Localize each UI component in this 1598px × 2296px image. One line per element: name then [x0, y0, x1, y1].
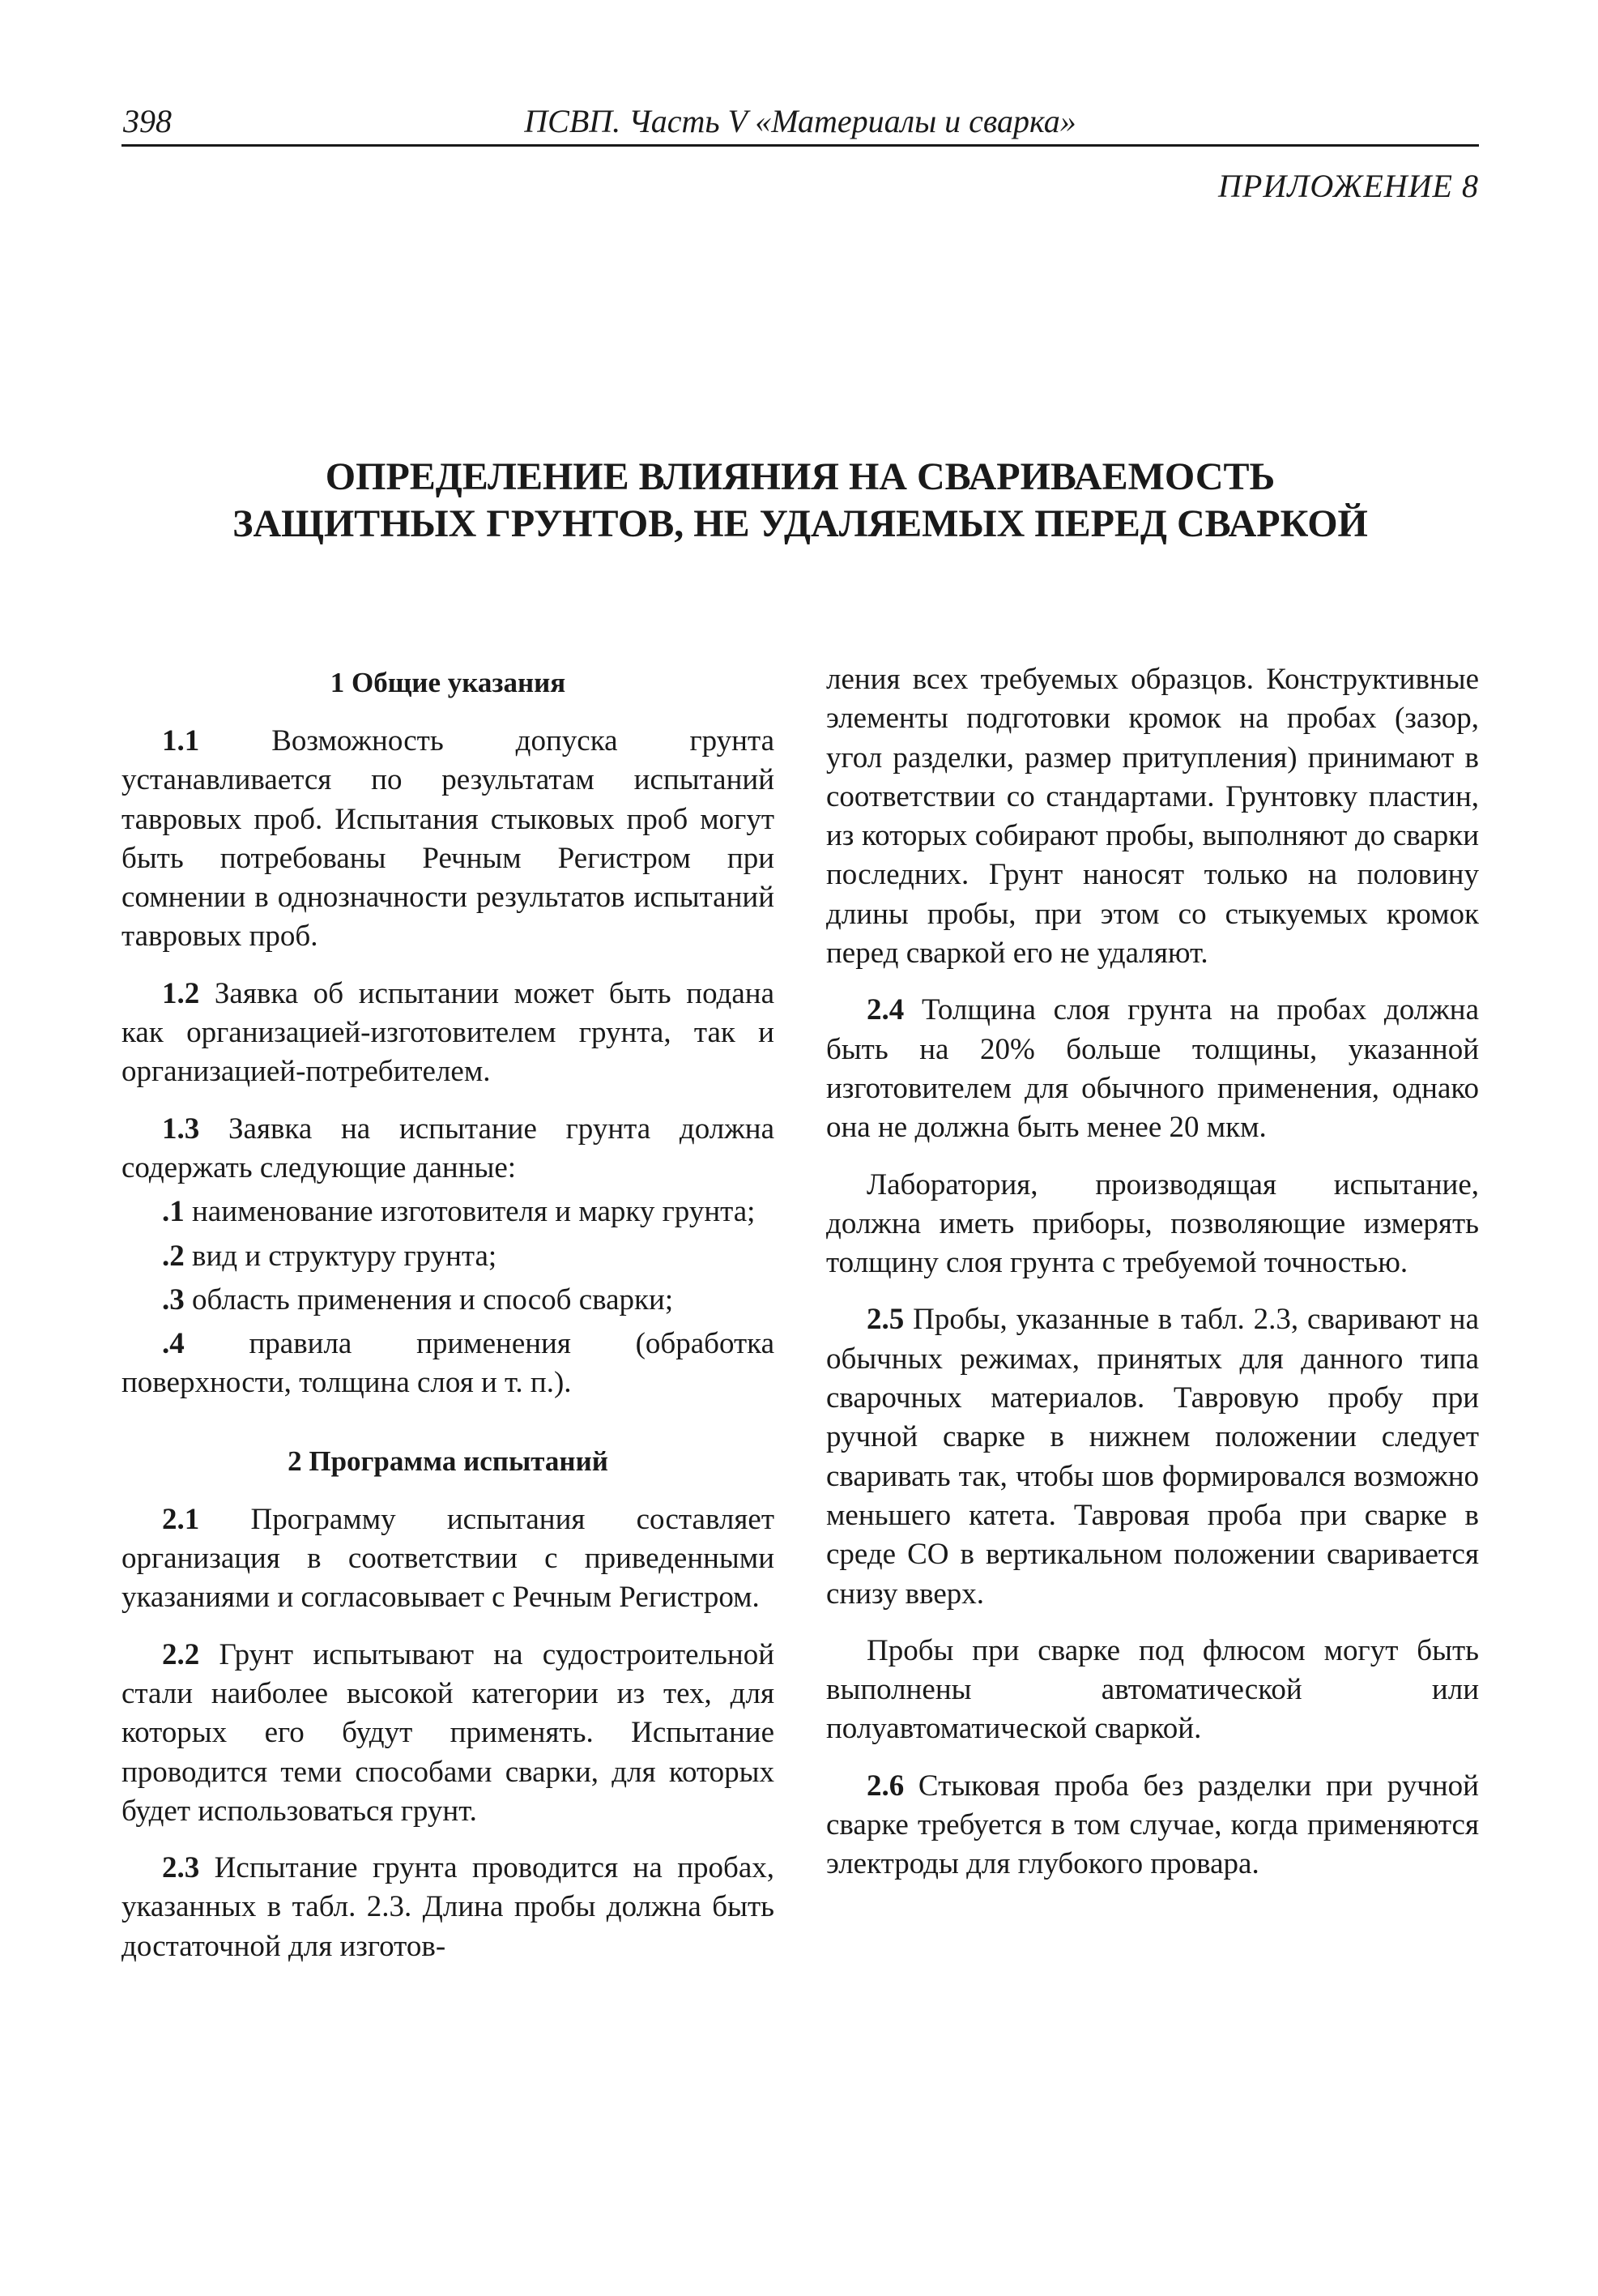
section-2-heading: 2 Программа испытаний [288, 1445, 608, 1477]
list-item-1: .1 наименование изготовителя и марку грунта; [162, 1195, 756, 1229]
clause-text: Возможность допуска грунта устанавливается по результатам испытаний тавровых проб. Испытания стыковых проб могут быть потребованы Речным Регистром при сомнении в однозначности результатов испытаний тавровых проб. [121, 724, 774, 954]
running-header [121, 96, 1479, 147]
clause-number: 2.4 [867, 993, 905, 1027]
clause-number: 1.1 [162, 724, 200, 758]
paragraph-2-5 [826, 1300, 1479, 1613]
clause-text: Толщина слоя грунта на пробах должна быть на 20% больше толщины, указанной изготовителем для обычного применения, однако она не должна быть менее 20 мкм. [826, 993, 1479, 1145]
clause-number: 2.1 [162, 1502, 200, 1536]
left-column [121, 660, 774, 1984]
clause-number: 2.2 [162, 1637, 200, 1671]
clause-number: 2.6 [867, 1769, 905, 1803]
clause-text: Заявка на испытание грунта должна содержать следующие данные: [121, 1112, 774, 1184]
paragraph-2-2 [121, 1636, 774, 1831]
clause-text: Программу испытания составляет организация в соответствии с приведенными указаниями и согласовывает с Речным Регистром. [121, 1502, 774, 1615]
clause-number: 1.2 [162, 976, 200, 1010]
paragraph-2-4-laboratory: Лаборатория, производящая испытание, должна иметь приборы, позволяющие измерять толщину слоя грунта с требуемой точностью. [826, 1167, 1479, 1280]
paragraph-2-3-continued: ления всех требуемых образцов. Конструктивные элементы подготовки кромок на пробах (зазор, угол разделки, размер притупления) принимают в соответствии со стандартами. Грунтовку пластин, из которых собирают пробы, выполняют до сварки последних. Грунт наносят только на половину длины пробы, при этом со стыкуемых кромок перед сваркой его не удаляют. [826, 663, 1479, 971]
paragraph-2-1 [121, 1500, 774, 1618]
paragraph-2-3-start [121, 1849, 774, 1966]
paragraph-2-6 [826, 1767, 1479, 1884]
list-item-4: .4 правила применения (обработка поверхности, толщина слоя и т. п.). [121, 1327, 774, 1400]
clause-number: 1.3 [162, 1112, 200, 1146]
running-title: ПСВП. Часть V «Материалы и сварка» [524, 103, 1076, 139]
paragraph-1-1 [121, 722, 774, 957]
clause-text: Стыковая проба без разделки при ручной сварке требуется в том случае, когда применяются электроды для глубокого провара. [826, 1769, 1479, 1881]
paragraph-2-5-flux: Пробы при сварке под флюсом могут быть выполнены автоматической или полуавтоматической сваркой. [826, 1633, 1479, 1746]
clause-text: Пробы, указанные в табл. 2.3, сваривают на обычных режимах, принятых для данного типа сварочных материалов. Тавровую пробу при ручной сварке в нижнем положении следует сваривать так, чтобы шов формировался возможно меньшего катета. Тавровая проба при сварке в среде CO в вертикальном положении сваривается снизу вверх. [826, 1303, 1479, 1611]
title-line-2: ЗАЩИТНЫХ ГРУНТОВ, НЕ УДАЛЯЕМЫХ ПЕРЕД СВАРКОЙ [232, 502, 1368, 545]
appendix-label: ПРИЛОЖЕНИЕ 8 [1218, 168, 1479, 204]
page-number: 398 [123, 103, 172, 139]
paragraph-1-2 [121, 975, 774, 1092]
document-title [121, 454, 1479, 548]
section-1-heading: 1 Общие указания [330, 667, 566, 698]
paragraph-1-3 [121, 1110, 774, 1189]
clause-number: 2.5 [867, 1303, 905, 1337]
title-line-1: ОПРЕДЕЛЕНИЕ ВЛИЯНИЯ НА СВАРИВАЕМОСТЬ [325, 455, 1276, 498]
clause-text: Грунт испытывают на судостроительной стали наиболее высокой категории из тех, для которых его будут применять. Испытание проводится теми способами сварки, для которых будет использоваться грунт. [121, 1637, 774, 1828]
list-item-2: .2 вид и структуру грунта; [162, 1239, 497, 1273]
right-column [826, 660, 1479, 1902]
clause-text: Испытание грунта проводится на пробах, указанных в табл. 2.3. Длина пробы должна быть достаточной для изготов- [121, 1851, 774, 1963]
paragraph-2-4 [826, 991, 1479, 1147]
list-item-3: .3 область применения и способ сварки; [162, 1282, 674, 1317]
clause-number: 2.3 [162, 1851, 200, 1885]
clause-text: Заявка об испытании может быть подана как организацией-изготовителем грунта, так и организацией-потребителем. [121, 976, 774, 1089]
